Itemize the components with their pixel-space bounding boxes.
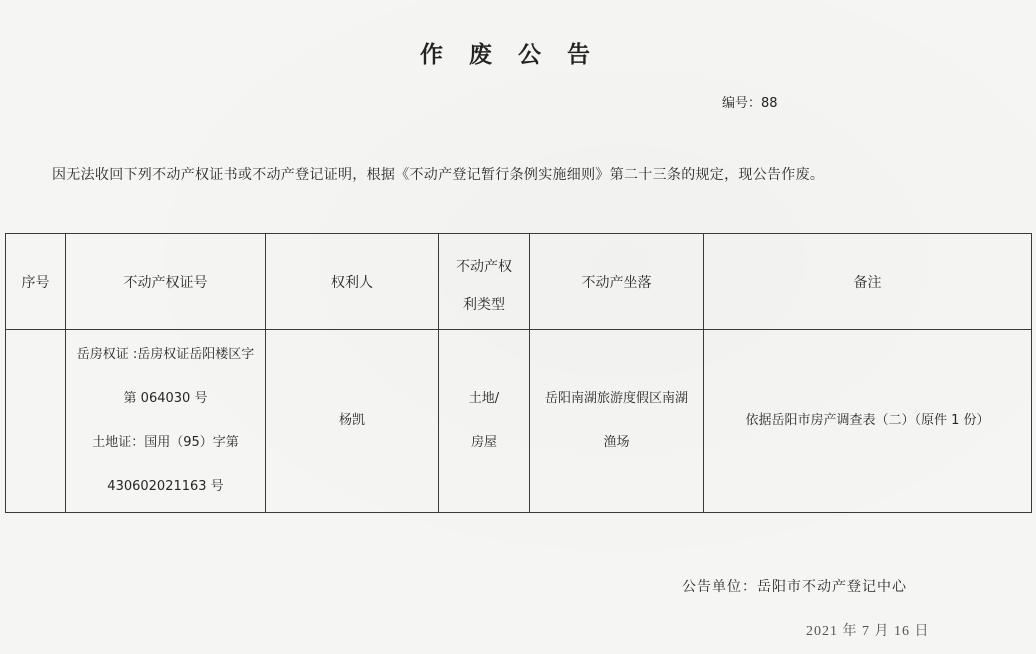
cell-location: [530, 330, 704, 513]
cell-cert-no: [66, 330, 266, 513]
cert-no-line2: 第 064030 号: [123, 391, 208, 406]
header-right-type-line2: 利类型: [463, 296, 505, 313]
table-row: [6, 330, 1032, 513]
page-title: 作废公告: [420, 42, 616, 68]
cell-owner: 杨凯: [266, 330, 439, 513]
cell-seq: [6, 330, 66, 513]
issue-date: 2021 年 7 月 16 日: [806, 624, 930, 639]
cell-right-type: [439, 330, 530, 513]
location-line2: 渔场: [603, 435, 630, 450]
location-line1: 岳阳南湖旅游度假区南湖: [544, 391, 688, 406]
cert-no-line1: 岳房权证 :岳房权证岳阳楼区字: [76, 347, 255, 362]
cert-no-line3: 土地证：国用（95）字第: [92, 435, 239, 450]
header-seq: 序号: [6, 234, 66, 330]
right-type-line2: 房屋: [470, 435, 497, 450]
table-header-row: [6, 234, 1032, 330]
right-type-line1: 土地/: [468, 391, 500, 406]
header-location: 不动产坐落: [530, 234, 704, 330]
issuing-unit: 公告单位：岳阳市不动产登记中心: [682, 579, 907, 595]
header-remark: 备注: [704, 234, 1032, 330]
header-right-type: [439, 234, 530, 330]
header-right-type-line1: 不动产权: [456, 258, 512, 275]
void-certificate-table: [5, 233, 1032, 513]
intro-paragraph: 因无法收回下列不动产权证书或不动产登记证明，根据《不动产登记暂行条例实施细则》第二十三条的规定，现公告作废。: [52, 167, 825, 183]
cert-no-line4: 430602021163 号: [107, 479, 224, 494]
cell-remark: 依据岳阳市房产调查表（二）（原件 1 份）: [704, 330, 1032, 513]
document-number: 编号：88: [722, 96, 778, 111]
header-cert-no: 不动产权证号: [66, 234, 266, 330]
header-owner: 权利人: [266, 234, 439, 330]
